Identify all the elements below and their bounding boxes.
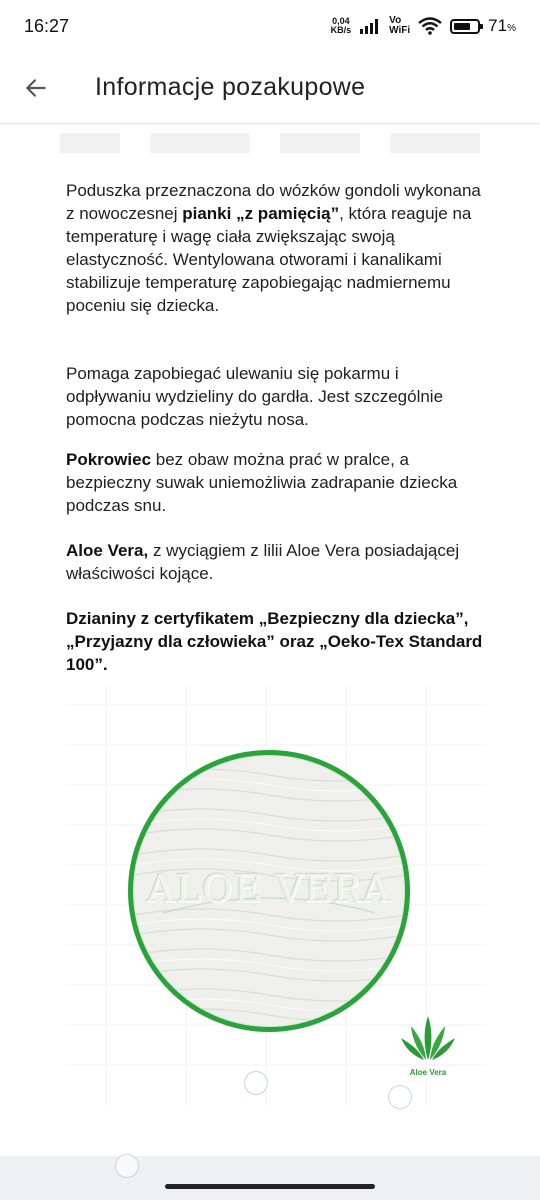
back-button[interactable]	[0, 52, 76, 124]
page-title: Informacje pozakupowe	[95, 73, 366, 101]
battery-icon	[450, 19, 480, 34]
aloe-plant-icon	[399, 1014, 457, 1062]
vowifi-indicator: Vo WiFi	[389, 15, 411, 36]
status-icons	[331, 16, 516, 36]
description-paragraph-3: Pokrowiec bez obaw można prać w pralce, a bezpieczny suwak uniemożliwia zadrapanie dziecka podczas snu.	[66, 450, 458, 515]
aloe-vera-logo-text: Aloe Vera	[409, 1068, 447, 1077]
network-speed: 0,04 KB/s	[330, 16, 352, 35]
battery-fill	[454, 23, 470, 30]
status-time: 16:27	[24, 15, 70, 36]
certificates-paragraph: Dzianiny z certyfikatem „Bezpieczny dla dziecka”, „Przyjazny dla człowieka” oraz „Oeko-Tex Standard 100”.	[66, 609, 483, 674]
arrow-left-icon	[23, 75, 49, 101]
battery-percent: 71%	[488, 16, 516, 35]
wifi-icon	[418, 17, 442, 35]
status-bar	[0, 0, 540, 52]
faint-background-pattern	[60, 125, 480, 165]
cellular-signal-icon	[359, 18, 381, 34]
overlay-circle-indicator	[244, 1071, 268, 1095]
gesture-navigation-bar[interactable]	[165, 1184, 375, 1189]
fabric-aloe-vera-label: ALOE VERA	[147, 867, 391, 911]
content-area[interactable]	[0, 125, 540, 1155]
bottom-strip	[0, 1156, 540, 1200]
app-bar	[0, 52, 540, 124]
aloe-vera-fabric-circle	[128, 750, 410, 1032]
description-paragraph-1: Poduszka przeznaczona do wózków gondoli wykonana z nowoczesnej pianki „z pamięcią”, która reaguje na temperaturę i wagę ciała zwiększając swoją elastyczność. Wentylowana otworami i kanalikami stabilizuje temperaturę zapobiegając nadmiernemu poceniu się dziecka.	[66, 181, 481, 315]
description-paragraph-2: Pomaga zapobiegać ulewaniu się pokarmu i odpływaniu wydzieliny do gardła. Jest szczególnie pomocna podczas nieżytu nosa.	[66, 364, 444, 429]
aloe-vera-logo	[396, 1014, 460, 1080]
description-paragraph-4: Aloe Vera, z wyciągiem z lilii Aloe Vera posiadającej właściwości kojące.	[66, 541, 460, 583]
overlay-circle-indicator	[388, 1085, 412, 1109]
overlay-circle-indicator	[115, 1154, 139, 1178]
